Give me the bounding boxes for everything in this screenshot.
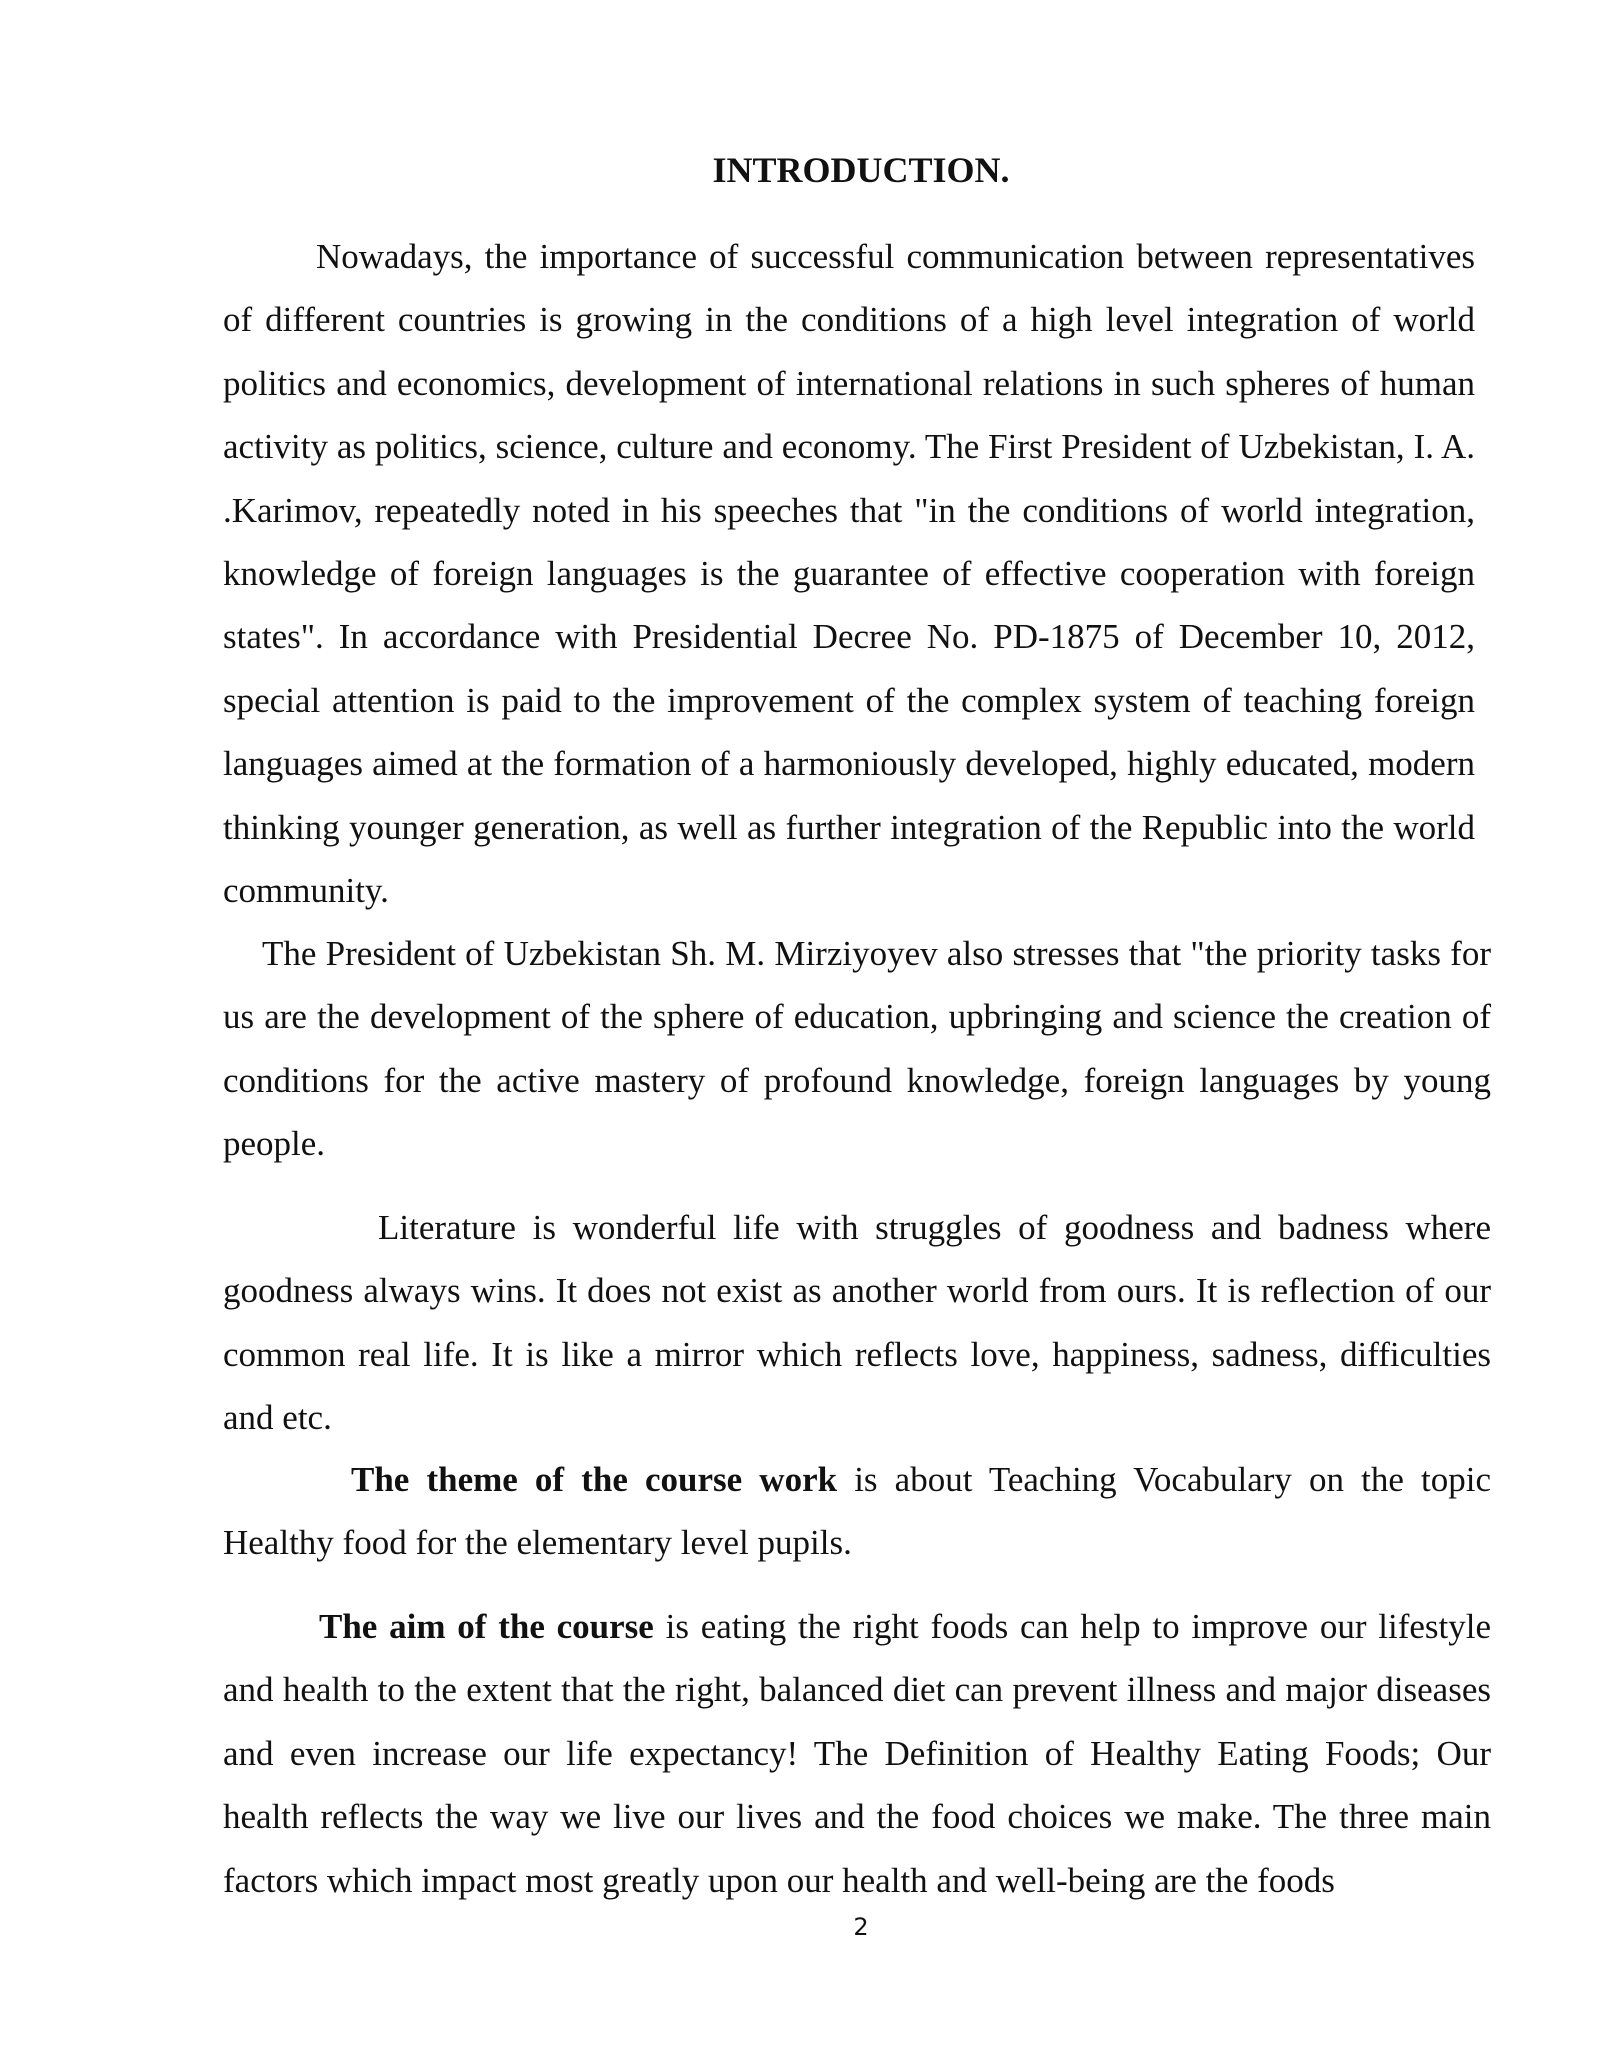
theme-text: is about Teaching Vocabulary on the topic Healthy food for the elementary level pupils.	[223, 1460, 1492, 1563]
aim-lead: The aim of the course	[319, 1607, 654, 1646]
paragraph-aim	[223, 1595, 1491, 1912]
paragraph-literature: Literature is wonderful life with struggles of goodness and badness where goodness always wins. It does not exist as another world from ours. It is reflection of our common real life. It is like a mirror which reflects love, happiness, sadness, difficulties and etc.	[223, 1208, 1491, 1438]
section-title: INTRODUCTION.	[712, 150, 1010, 190]
paragraph-theme	[223, 1448, 1491, 1575]
aim-text: is eating the right foods can help to improve our lifestyle and health to the extent that the right, balanced diet can prevent illness and major diseases and even increase our life expectancy! The Definition of Healthy Eating Foods; Our health reflects the way we live our lives and the food choices we make. The three main factors which impact most greatly upon our health and well-being are the foods	[223, 1607, 1491, 1900]
paragraph-president-quote: The President of Uzbekistan Sh. M. Mirziyoyev also stresses that "the priority tasks for us are the development of the sphere of education, upbringing and science the creation of conditions for the active mastery of profound knowledge, foreign languages by young people.	[223, 934, 1491, 1164]
page-number: 2	[853, 1913, 869, 1941]
theme-lead: The theme of the course work	[351, 1460, 838, 1499]
paragraph-communication: Nowadays, the importance of successful communication between representatives of different countries is growing in the conditions of a high level integration of world politics and economics, development of international relations in such spheres of human activity as politics, science, culture and economy. The First President of Uzbekistan, I. A. .Karimov, repeatedly noted in his speeches that "in the conditions of world integration, knowledge of foreign languages is the guarantee of effective cooperation with foreign states". In accordance with Presidential Decree No. PD-1875 of December 10, 2012, special attention is paid to the improvement of the complex system of teaching foreign languages aimed at the formation of a harmoniously developed, highly educated, modern thinking younger generation, as well as further integration of the Republic into the world community.	[223, 237, 1475, 911]
